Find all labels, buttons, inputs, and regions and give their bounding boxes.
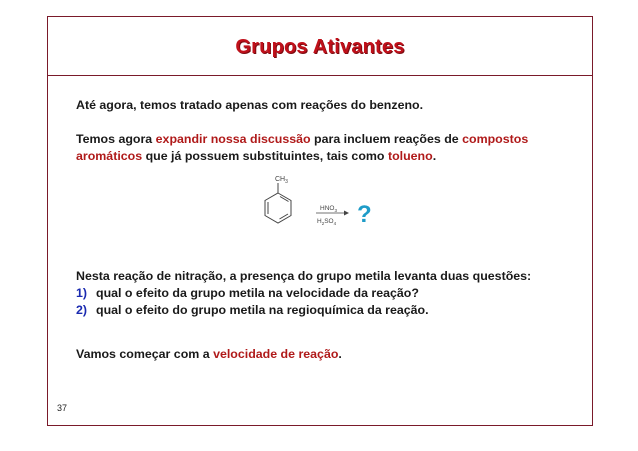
para2-part8: . bbox=[432, 149, 437, 163]
arrow-head-icon bbox=[344, 211, 349, 216]
highlight-aromaticos: aromáticos bbox=[76, 149, 143, 163]
highlight-expandir: expandir nossa discussão bbox=[155, 132, 311, 146]
highlight-compostos: compostos bbox=[462, 132, 529, 146]
para4-part3: . bbox=[338, 347, 342, 361]
paragraph-intro: Até agora, temos tratado apenas com reações do benzeno. bbox=[76, 98, 424, 112]
reagent-h2so4: $H_2SO_4$ bbox=[317, 218, 337, 226]
highlight-velocidade: velocidade de reação bbox=[213, 347, 339, 361]
paragraph-start bbox=[76, 346, 342, 363]
unknown-product-question: ? bbox=[357, 201, 372, 228]
title-divider bbox=[47, 75, 593, 76]
slide-number: 37 bbox=[57, 403, 68, 413]
question-2-number: 2) bbox=[76, 303, 88, 317]
para2-part6: que já possuem substituintes, tais como bbox=[142, 149, 388, 163]
para4-part1: Vamos começar com a bbox=[76, 347, 214, 361]
reagent-hno3: $HNO_3$ bbox=[320, 205, 337, 213]
nitration-reaction-diagram bbox=[258, 170, 388, 240]
question-1-text: qual o efeito da grupo metila na velocidade da reação? bbox=[96, 286, 419, 300]
highlight-tolueno: tolueno bbox=[387, 149, 433, 163]
question-1-number: 1) bbox=[76, 286, 88, 300]
para2-part1: Temos agora bbox=[76, 132, 156, 146]
methyl-substituent-label: $CH_3$ bbox=[275, 176, 288, 185]
paragraph-questions bbox=[76, 268, 531, 319]
slide-title: Grupos Ativantes bbox=[235, 36, 405, 58]
questions-intro: Nesta reação de nitração, a presença do grupo metila levanta duas questões: bbox=[76, 269, 532, 283]
benzene-ring-icon bbox=[265, 183, 291, 223]
question-2-text: qual o efeito do grupo metila na regioquímica da reação. bbox=[96, 303, 429, 317]
para2-part3: para incluem reações de bbox=[310, 132, 463, 146]
paragraph-expand bbox=[76, 131, 528, 165]
